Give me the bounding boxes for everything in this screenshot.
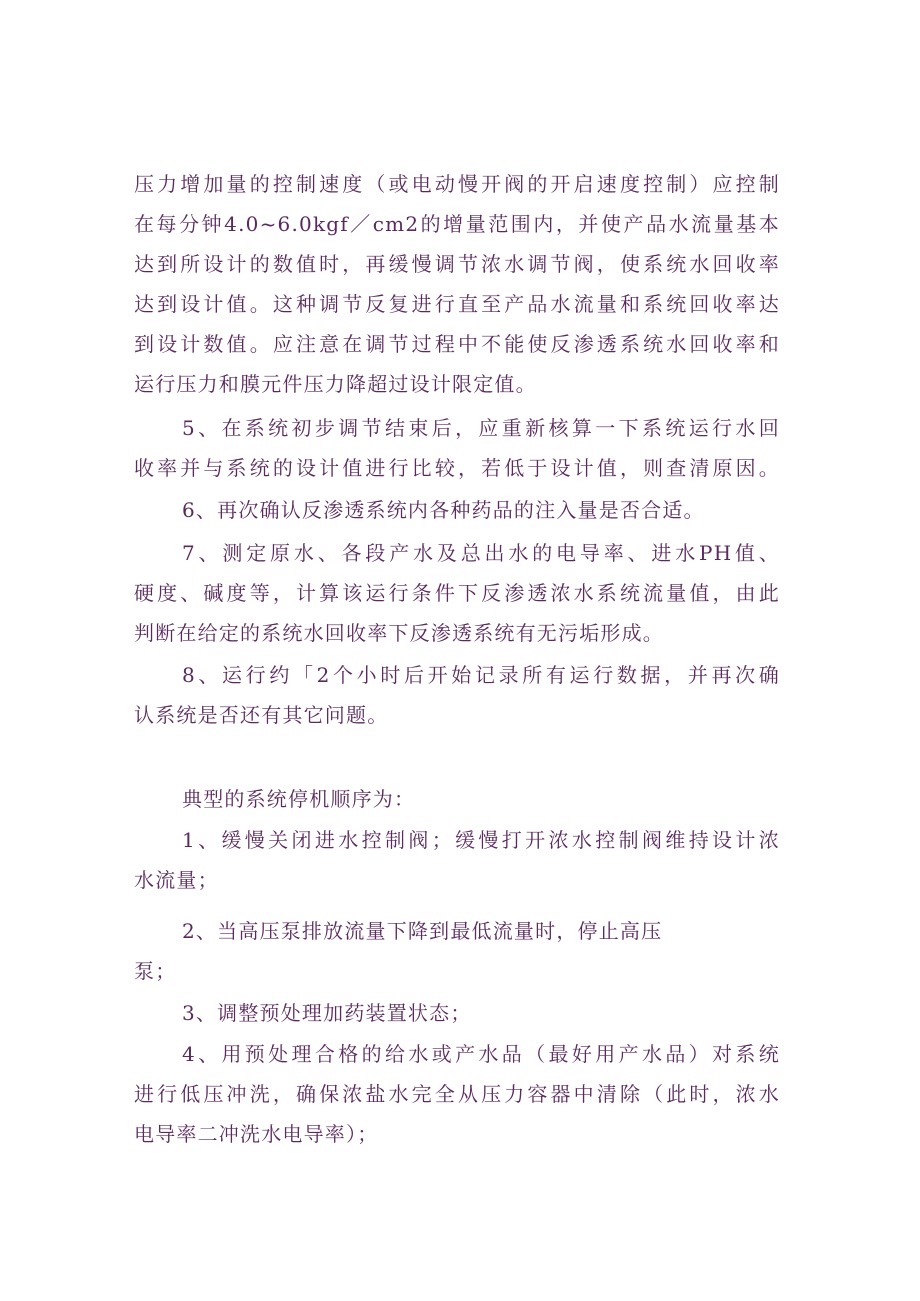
shutdown-step-line: 3、调整预处理加药装置状态； xyxy=(182,1001,472,1025)
paragraph-line: 达到所设计的数值时，再缓慢调节浓水调节阀，使系统水回收率 xyxy=(134,252,780,276)
item-5-line: 收率并与系统的设计值进行比较，若低于设计值，则查清原因。 xyxy=(134,456,780,480)
shutdown-heading: 典型的系统停机顺序为： xyxy=(182,787,416,811)
paragraph-line: 运行压力和膜元件压力降超过设计限定值。 xyxy=(134,372,537,396)
item-7-line: 7、测定原水、各段产水及总出水的电导率、进水PH值、 xyxy=(182,541,780,565)
paragraph-line: 达到设计值。这种调节反复进行直至产品水流量和系统回收率达 xyxy=(134,292,780,316)
shutdown-step-line: 水流量； xyxy=(134,868,219,892)
shutdown-step-line: 电导率二冲洗水电导率）； xyxy=(134,1122,379,1146)
item-8-line: 8、运行约「2个小时后开始记录所有运行数据，并再次确 xyxy=(182,663,780,687)
shutdown-step-line: 1、缓慢关闭进水控制阀；缓慢打开浓水控制阀维持设计浓 xyxy=(182,828,780,852)
shutdown-step-line: 进行低压冲洗，确保浓盐水完全从压力容器中清除（此时，浓水 xyxy=(134,1082,780,1106)
paragraph-line: 压力增加量的控制速度（或电动慢开阀的开启速度控制）应控制 xyxy=(134,172,780,196)
item-7-line: 判断在给定的系统水回收率下反渗透系统有无污垢形成。 xyxy=(134,621,664,645)
shutdown-step-line: 4、用预处理合格的给水或产水品（最好用产水品）对系统 xyxy=(182,1042,780,1066)
item-6-line: 6、再次确认反渗透系统内各种药品的注入量是否合适。 xyxy=(182,498,705,522)
paragraph-line: 在每分钟4.0~6.0kgf／cm2的增量范围内，并使产品水流量基本 xyxy=(134,212,780,236)
item-7-line: 硬度、碱度等，计算该运行条件下反渗透浓水系统流量值，由此 xyxy=(134,581,780,605)
item-5-line: 5、在系统初步调节结束后，应重新核算一下系统运行水回 xyxy=(182,416,780,440)
paragraph-line: 到设计数值。应注意在调节过程中不能使反渗透系统水回收率和 xyxy=(134,332,780,356)
shutdown-step-line: 2、当高压泵排放流量下降到最低流量时，停止高压 xyxy=(182,919,663,943)
shutdown-step-line: 泵； xyxy=(134,959,177,983)
item-8-line: 认系统是否还有其它问题。 xyxy=(134,703,389,727)
